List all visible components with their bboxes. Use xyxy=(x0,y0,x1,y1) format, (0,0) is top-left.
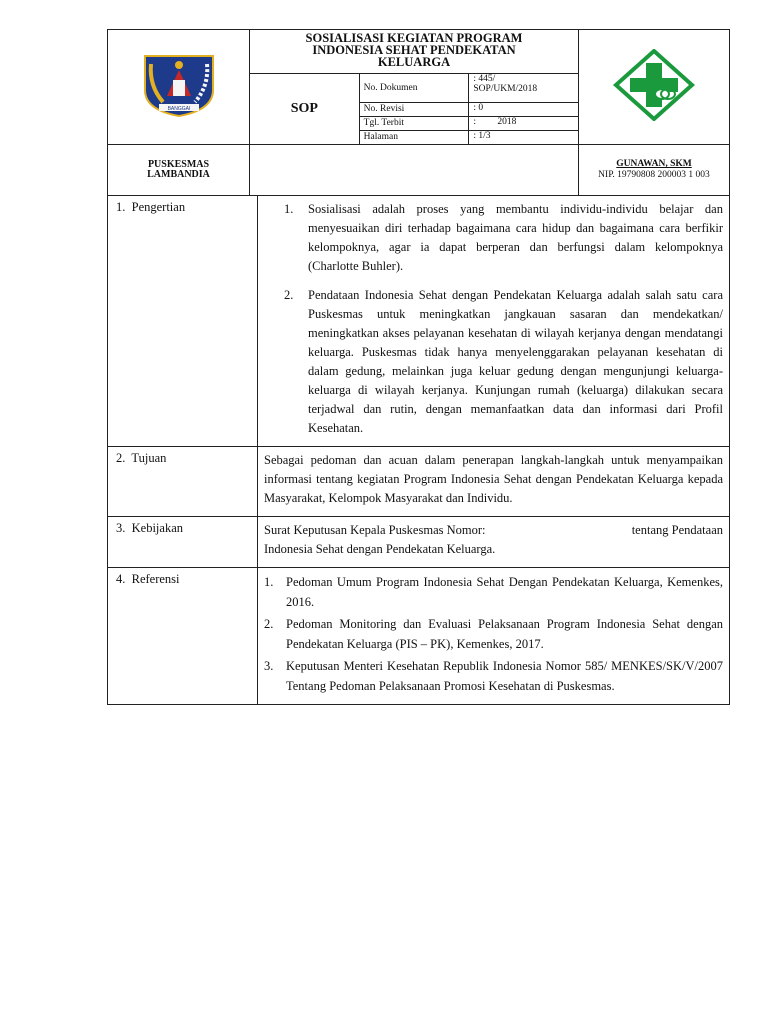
meta-value-no-revisi: : 0 xyxy=(469,103,579,117)
document-title xyxy=(250,30,579,74)
title-line: INDONESIA SEHAT PENDEKATAN xyxy=(312,43,516,57)
title-line: KELUARGA xyxy=(377,55,451,69)
list-text: Pendataan Indonesia Sehat dengan Pendekatan Keluarga adalah salah satu cara Puskesmas untuk meningkatkan jangkauan sasaran dan mendekatkan/ meningkatkan akses pelayanan kesehatan di wilayah kerjanya dengan mendatangi keluarga. Puskesmas tidak hanya menyelenggarakan pelayanan kesehatan di dalam gedung, melainkan juga keluar gedung dengan mengunjungi keluarga-keluarga di wilayah kerjanya. Kunjungan rumah (keluarga) dilakukan secara terjadwal dan rutin, dengan memanfaatkan data dan informasi dari Profil Kesehatan. xyxy=(308,288,723,435)
list-number: 1. xyxy=(284,202,294,216)
list-number: 2. xyxy=(264,617,274,631)
sop-header-table xyxy=(107,29,730,196)
sop-label: SOP xyxy=(250,74,360,145)
signer-block xyxy=(579,145,730,196)
list-text: Pedoman Umum Program Indonesia Sehat Dengan Pendekatan Keluarga, Kemenkes, 2016. xyxy=(286,575,723,609)
regency-emblem-icon xyxy=(137,50,221,120)
meta-key-tgl-terbit: Tgl. Terbit xyxy=(359,117,469,131)
section-content xyxy=(258,568,730,705)
section-content xyxy=(258,196,730,447)
list-text: Pedoman Monitoring dan Evaluasi Pelaksanaan Program Indonesia Sehat dengan Pendekatan Keluarga (PIS – PK), Kemenkes, 2017. xyxy=(286,617,723,651)
meta-key-halaman: Halaman xyxy=(359,131,469,145)
title-line: SOSIALISASI KEGIATAN PROGRAM xyxy=(305,31,523,45)
signature-space xyxy=(250,145,579,196)
meta-value-line: SOP/UKM/2018 xyxy=(473,84,538,94)
list-text: Sosialisasi adalah proses yang membantu individu-individu belajar dan menyesuaikan diri terhadap bagaimana cara hidup dan bagaimana cara berfikir kelompoknya, agar ia dapat berperan dan berfungsi dalam kelompoknya (Charlotte Buhler). xyxy=(308,202,723,273)
section-label: 2. Tujuan xyxy=(108,447,258,517)
section-content xyxy=(258,517,730,568)
section-row xyxy=(108,517,730,568)
puskesmas-line: LAMBANDIA xyxy=(147,169,210,180)
list-item xyxy=(264,200,723,276)
meta-key-no-revisi: No. Revisi xyxy=(359,103,469,117)
list-text: Keputusan Menteri Kesehatan Republik Indonesia Nomor 585/ MENKES/SK/V/2007 Tentang Pedoman Pelaksanaan Promosi Kesehatan di Puskesmas. xyxy=(286,659,723,693)
section-text: Sebagai pedoman dan acuan dalam penerapan langkah-langkah untuk menyampaikan informasi tentang kegiatan Program Indonesia Sehat dengan Pendekatan Keluarga kepada Masyarakat, Kelompok Masyarakat dan Individu. xyxy=(258,447,730,517)
list-item xyxy=(264,572,723,612)
list-item xyxy=(264,286,723,438)
puskesmas-line: PUSKESMAS xyxy=(147,159,210,170)
section-label: 3. Kebijakan xyxy=(108,517,258,568)
policy-text: Indonesia Sehat dengan Pendekatan Keluarga. xyxy=(264,542,496,556)
section-label: 1. Pengertian xyxy=(108,196,258,447)
puskesmas-logo-icon xyxy=(612,49,696,121)
signer-name: GUNAWAN, SKM xyxy=(616,159,692,169)
meta-value-no-dokumen xyxy=(469,74,579,103)
section-row xyxy=(108,447,730,517)
meta-key-no-dokumen: No. Dokumen xyxy=(359,74,469,103)
meta-value-tgl-terbit: : 2018 xyxy=(469,117,579,131)
policy-text: Surat Keputusan Kepala Puskesmas Nomor: xyxy=(264,523,486,537)
list-item xyxy=(264,656,723,696)
emblem-banner-text: BANGGAI xyxy=(167,105,190,112)
list-number: 1. xyxy=(264,575,274,589)
puskesmas-name xyxy=(108,145,250,196)
policy-text: tentang Pendataan xyxy=(631,523,723,537)
meta-value-line: : 445/ xyxy=(473,74,496,84)
sop-document xyxy=(107,29,730,705)
section-label: 4. Referensi xyxy=(108,568,258,705)
section-row xyxy=(108,196,730,447)
list-number: 3. xyxy=(264,659,274,673)
list-number: 2. xyxy=(284,288,294,302)
section-row xyxy=(108,568,730,705)
right-logo-cell xyxy=(579,30,730,145)
meta-value-halaman: : 1/3 xyxy=(469,131,579,145)
sop-body-table xyxy=(107,195,730,705)
signer-nip: NIP. 19790808 200003 1 003 xyxy=(598,170,710,180)
list-item xyxy=(264,614,723,654)
left-logo-cell xyxy=(108,30,250,145)
